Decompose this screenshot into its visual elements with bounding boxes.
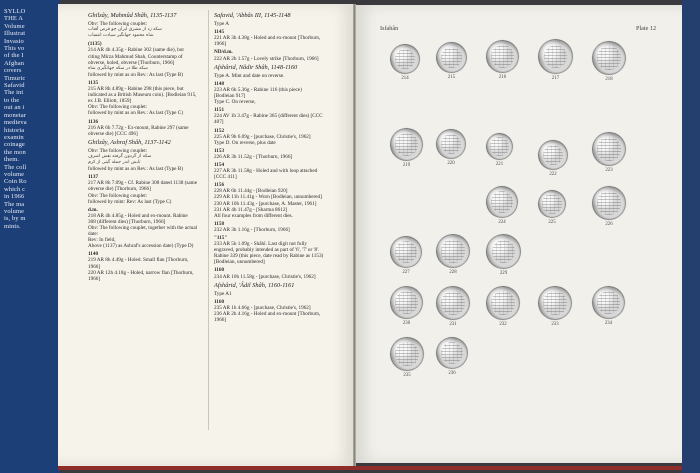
catalog-text-line: Type D. On reverse, plus date <box>214 139 276 146</box>
catalog-text-line: followed by mint as on Rev.: As last (Type B) <box>88 166 183 173</box>
cover-bottom-edge <box>58 466 682 470</box>
catalog-text-line: 217 AR 8h 7.09g - Cf. Rabine 308 dated 1138 (same <box>88 180 198 187</box>
left-text-column <box>88 10 206 282</box>
catalog-text-line: 407] <box>214 119 224 126</box>
right-text-column <box>214 10 337 323</box>
coin-label: 217 <box>551 76 560 81</box>
catalog-section-heading: Afshârid, 'Âdil Shâh, 1160-1161 <box>214 281 295 289</box>
coin-image <box>592 286 625 319</box>
coin-label: 235 <box>403 373 411 378</box>
coin-image <box>390 44 420 74</box>
catalog-text-line: Rabine 339 (this piece, date read by Rabine as 1153) <box>214 253 324 260</box>
catalog-date-heading: 1154 <box>214 161 225 168</box>
arabic-inscription-line: سکه زد از مشرق ایران چو قرص آفتاب <box>88 27 162 33</box>
coin-image <box>486 186 518 218</box>
coin-image <box>486 133 513 160</box>
coin-image <box>538 140 568 170</box>
catalog-date-heading: ND/d.m. <box>214 49 233 56</box>
catalog-text-line: Type A. Mint and date on reverse. <box>214 72 285 79</box>
coin-label: 219 <box>402 163 411 168</box>
catalog-text-line: 215 AR 8h 4.89g - Rabine 298 (this piece, but <box>88 86 184 93</box>
coin-label: 231 <box>449 322 457 327</box>
catalog-text-line: Above (1137) as Ashraf's accession date) (Type D) <box>88 243 194 250</box>
catalog-date-heading: 1135 <box>88 79 99 86</box>
arabic-inscription-line: شاه محمود جهانگیر سیادت انتساب <box>88 33 154 39</box>
catalog-text-line: 232 AR 3h 1.16g - [Thorburn, 1966] <box>214 226 290 233</box>
coin-image <box>538 286 572 320</box>
catalog-text-line: Obv: The following couplet: <box>88 192 148 199</box>
catalog-date-heading: 1145 <box>214 29 225 36</box>
catalog-text-line: 229 AR 11h 11.41g - Worn [Bodleian, unnumbered] <box>214 194 322 201</box>
coin-label: 218 <box>605 77 613 82</box>
catalog-text-line: 233 AR 5h 1.09g - Shâhî. Last digit not fully <box>214 241 307 248</box>
catalog-text-line: ex J.B. Elliott, 1859] <box>88 98 132 105</box>
catalog-text-line: [CCC 411] <box>214 174 237 181</box>
catalog-text-line: Obv: The following couplet, together with the actual date: <box>88 225 198 238</box>
catalog-text-line: 234 AR 10h 11.58g - [purchase, Christie's, 1962] <box>214 273 316 280</box>
cover-edge-text: SYLLO THE A Volume Illustrat Invasio This vo of the I Afghan covers Timuric Safavid The int to the out an i monetar medieva historia examin coinage the mon them. The coll volume Coin Ro which c in 1966 The ma volume is, by m mints. <box>4 8 27 230</box>
coin-image <box>486 40 519 73</box>
catalog-text-line: 221 AR 3h 4.38g - Holed and ex-mount [Thorburn, <box>214 35 321 42</box>
catalog-text-line: [Bodleian, unnumbered] <box>214 259 265 266</box>
coin-image <box>390 236 422 268</box>
catalog-section-heading: Safavid, 'Abbâs III, 1145-1148 <box>214 12 291 19</box>
catalog-section-heading: Ghilzây, Ashraf Shâh, 1137-1142 <box>88 138 171 146</box>
plate-header-right: Plate 12 <box>636 25 657 32</box>
coin-image <box>390 286 423 319</box>
catalog-date-heading: "115" <box>214 235 228 241</box>
plate-header-left: Isfahân <box>380 25 399 32</box>
coin-label: 222 <box>549 172 557 177</box>
coin-label: 232 <box>499 322 507 327</box>
catalog-text-line: 227 AR 3h 11.58g - Holed and with loop attached <box>214 168 318 175</box>
catalog-date-heading: 1136 <box>88 118 99 125</box>
catalog-text-line: Rev: In field, <box>88 237 116 244</box>
catalog-text-line: obverse, holed, obverse [Thorburn, 1966] <box>88 59 175 66</box>
coin-label: 230 <box>402 321 411 326</box>
coin-label: 234 <box>604 321 613 326</box>
coin-image <box>538 190 566 218</box>
arabic-inscription-line: تابش اندر جمله گیتی از کرم <box>88 160 141 166</box>
catalog-date-heading: 1158 <box>214 220 225 227</box>
catalog-date-heading: (1135) <box>88 41 102 48</box>
catalog-text-line: citing Mirza Mahmud Shah, Counterstamp of <box>88 53 183 60</box>
catalog-text-line: [Bodleian 917] <box>214 93 246 100</box>
coin-image <box>592 132 626 166</box>
catalog-text-line: Type C. On reverse, <box>214 99 256 106</box>
coin-label: 215 <box>447 75 456 80</box>
catalog-text-line: 236 AR 2h 4.16g - Holed and ex-mount [Thorburn, <box>214 311 321 318</box>
coin-image <box>436 234 470 268</box>
catalog-text-line: obverse die) [CCC 496] <box>88 130 138 137</box>
catalog-text-line: indicated as a British Museum coin). [Bodleian 915, <box>88 92 197 99</box>
catalog-text-line: Obv: The following couplet: <box>88 147 148 154</box>
catalog-date-heading: 1156 <box>214 182 225 189</box>
coin-label: 225 <box>548 220 556 225</box>
coin-image <box>486 286 520 320</box>
catalog-section-heading: Ghilzây, Mahmûd Shâh, 1135-1137 <box>88 12 177 19</box>
book-cover-right <box>682 0 700 473</box>
coin-image <box>486 234 521 269</box>
catalog-text-line: 1966] <box>88 263 101 270</box>
book-cover-left <box>0 0 60 473</box>
catalog-date-heading: 1148 <box>214 80 225 87</box>
coin-label: 236 <box>448 371 456 376</box>
catalog-text-line: 214 AR 4h 4.35g - Rabine 302 (same die), but <box>88 47 184 54</box>
catalog-date-heading: 1160 <box>214 267 225 274</box>
catalog-date-heading: 1137 <box>88 174 99 181</box>
catalog-text-line: 222 AR 2h 1.57g - Lovely strike [Thorburn, 1966] <box>214 55 319 62</box>
catalog-text-line: followed by mint: Rev: As last (Type C) <box>88 198 172 205</box>
catalog-date-heading: d.m. <box>88 206 98 213</box>
coin-image <box>538 39 573 74</box>
catalog-text-line: 216 AR 6h 7.72g - Ex-mount, Rabine 297 (same <box>88 124 189 131</box>
coin-label: 226 <box>605 222 613 227</box>
catalog-text-line: obverse die) [Thorburn, 1966] <box>88 186 151 193</box>
catalog-text-line: 1966] <box>88 275 101 282</box>
coin-label: 214 <box>401 76 409 81</box>
catalog-text-line: 223 AR 6h 5.36g - Rabine 116 (this piece) <box>214 86 302 93</box>
catalog-text-line: 231 AR 4h 11.47g - [Sharma 8612] <box>214 206 288 213</box>
coin-image <box>436 286 470 320</box>
catalog-date-heading: 1151 <box>214 107 225 114</box>
catalog-text-line: 225 AR 9h 6.09g - [purchase, Christie's, 1962] <box>214 133 311 140</box>
catalog-text-line: Type A1 <box>214 290 232 297</box>
catalog-text-line: Obv: The following couplet: <box>88 104 148 111</box>
catalog-text-line: 228 AR 6h 11.44g - [Bodleian 920] <box>214 188 288 195</box>
catalog-text-line: 219 AR 8h 4.49g - Holed. Small flan [Thorburn, <box>88 257 189 264</box>
catalog-text-line: Obv: The following couplet: <box>88 21 148 28</box>
catalog-text-line: 224 AV 1h 3.47g - Rabine 365 (different dies) [CCC <box>214 113 323 120</box>
coin-label: 220 <box>447 161 455 166</box>
coin-label: 228 <box>449 270 457 275</box>
catalog-text-line: 218 AR 4h 4.85g - Holed and ex-mount. Rabine <box>88 212 188 219</box>
catalog-text-line: engraved, probably intended as part of '6', '7' or '8'. <box>214 247 320 254</box>
catalog-text-line: Type A <box>214 21 230 28</box>
catalog-text-line: 308 (different dies) [Thorburn, 1966] <box>88 218 166 225</box>
coin-label: 224 <box>498 220 506 225</box>
coin-label: 227 <box>402 270 410 275</box>
catalog-date-heading: 1140 <box>88 251 99 258</box>
catalog-text-line: 235 AR 1h 4.66g - [purchase, Christie's, 1962] <box>214 304 311 311</box>
coin-label: 233 <box>551 322 559 327</box>
coin-label: 221 <box>495 162 504 167</box>
coin-image <box>436 42 467 73</box>
coin-image <box>390 337 424 371</box>
book-gutter <box>353 4 356 466</box>
catalog-date-heading: 1160 <box>214 298 225 305</box>
arabic-inscription-line: سکه از گردون گرفته نقش اشرف <box>88 153 152 159</box>
coin-label: 229 <box>499 271 508 276</box>
column-divider <box>208 10 209 430</box>
catalog-date-heading: 1153 <box>214 147 225 154</box>
coin-label: 216 <box>498 75 507 80</box>
catalog-text-line: 226 AR 3h 11.52g - [Thorburn, 1966] <box>214 153 293 160</box>
catalog-text-line: 1966] <box>214 41 227 48</box>
catalog-text-line: followed by mint as on Rev.: As last (Type B) <box>88 71 183 78</box>
arabic-inscription-line: سکه طلا در سکه جهانگیری شاه <box>88 65 148 71</box>
catalog-date-heading: 1152 <box>214 127 225 134</box>
catalog-text-line: 230 AR 10h 11.43g - [purchase, A. Master, 1961] <box>214 200 317 207</box>
coin-image <box>390 128 423 161</box>
catalog-text-line: 220 AR 12h 4.18g - Holed, narrow flan [Thorburn, <box>88 269 194 276</box>
coin-image <box>436 337 468 369</box>
catalog-section-heading: Afshârid, Nâdir Shâh, 1148-1160 <box>214 63 298 71</box>
coin-image <box>592 186 626 220</box>
catalog-text-line: followed by mint as on Rev.: As last (Type C) <box>88 110 183 117</box>
catalog-text-line: 1966] <box>214 317 227 324</box>
coin-label: 223 <box>605 168 613 173</box>
coin-image <box>436 129 466 159</box>
coin-image <box>592 41 626 75</box>
catalog-text-line: All four examples from different dies. <box>214 212 293 219</box>
